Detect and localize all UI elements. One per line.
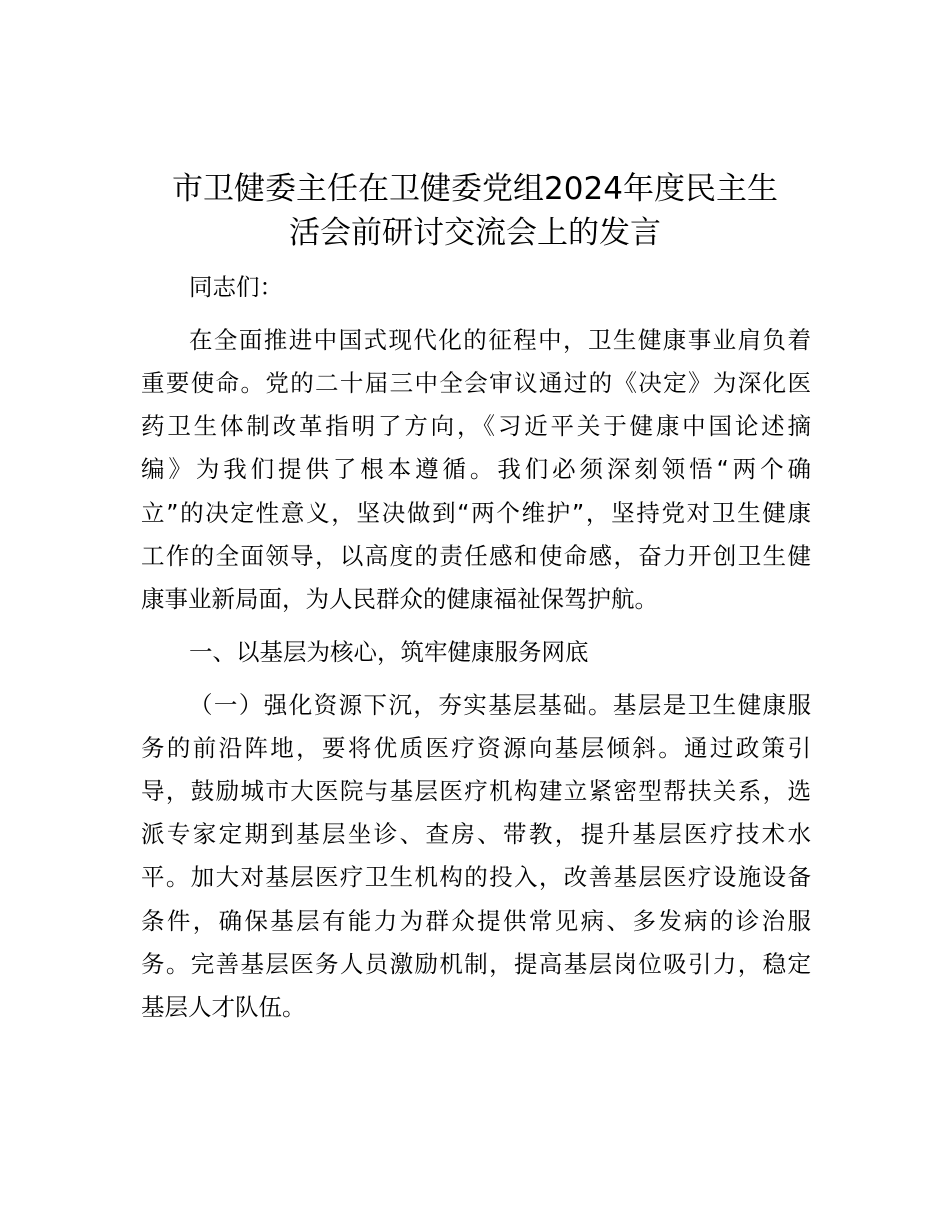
paragraph-line: 平。加大对基层医疗卫生机构的投入，改善基层医疗设施设备 <box>141 863 811 891</box>
paragraph-line: 立”的决定性意义，坚决做到“两个维护”，坚持党对卫生健康 <box>141 499 811 527</box>
paragraph-line: 派专家定期到基层坐诊、查房、带教，提升基层医疗技术水 <box>141 820 811 848</box>
paragraph-line: 编》为我们提供了根本遵循。我们必须深刻领悟“两个确 <box>141 455 811 483</box>
paragraph-line: 导，鼓励城市大医院与基层医疗机构建立紧密型帮扶关系，选 <box>141 777 811 805</box>
salutation: 同志们： <box>189 273 283 301</box>
paragraph-line: 基层人才队伍。 <box>141 993 306 1021</box>
paragraph-line: 务的前沿阵地，要将优质医疗资源向基层倾斜。通过政策引 <box>141 734 811 762</box>
paragraph-line: 重要使命。党的二十届三中全会审议通过的《决定》为深化医 <box>141 369 811 397</box>
paragraph-line: （一）强化资源下沉，夯实基层基础。基层是卫生健康服 <box>189 691 811 719</box>
paragraph-line: 务。完善基层医务人员激励机制，提高基层岗位吸引力，稳定 <box>141 950 811 978</box>
document-title <box>120 167 830 255</box>
paragraph-line: 康事业新局面，为人民群众的健康福祉保驾护航。 <box>141 585 658 613</box>
title-line-1: 市卫健委主任在卫健委党组2024年度民主生 <box>172 171 778 207</box>
paragraph-line: 药卫生体制改革指明了方向，《习近平关于健康中国论述摘 <box>141 412 811 440</box>
paragraph-line: 在全面推进中国式现代化的征程中，卫生健康事业肩负着 <box>189 326 811 354</box>
title-line-2: 活会前研讨交流会上的发言 <box>289 215 661 251</box>
section-heading: 一、以基层为核心，筑牢健康服务网底 <box>189 638 589 666</box>
paragraph-line: 工作的全面领导，以高度的责任感和使命感，奋力开创卫生健 <box>141 542 811 570</box>
paragraph-line: 条件，确保基层有能力为群众提供常见病、多发病的诊治服 <box>141 907 811 935</box>
